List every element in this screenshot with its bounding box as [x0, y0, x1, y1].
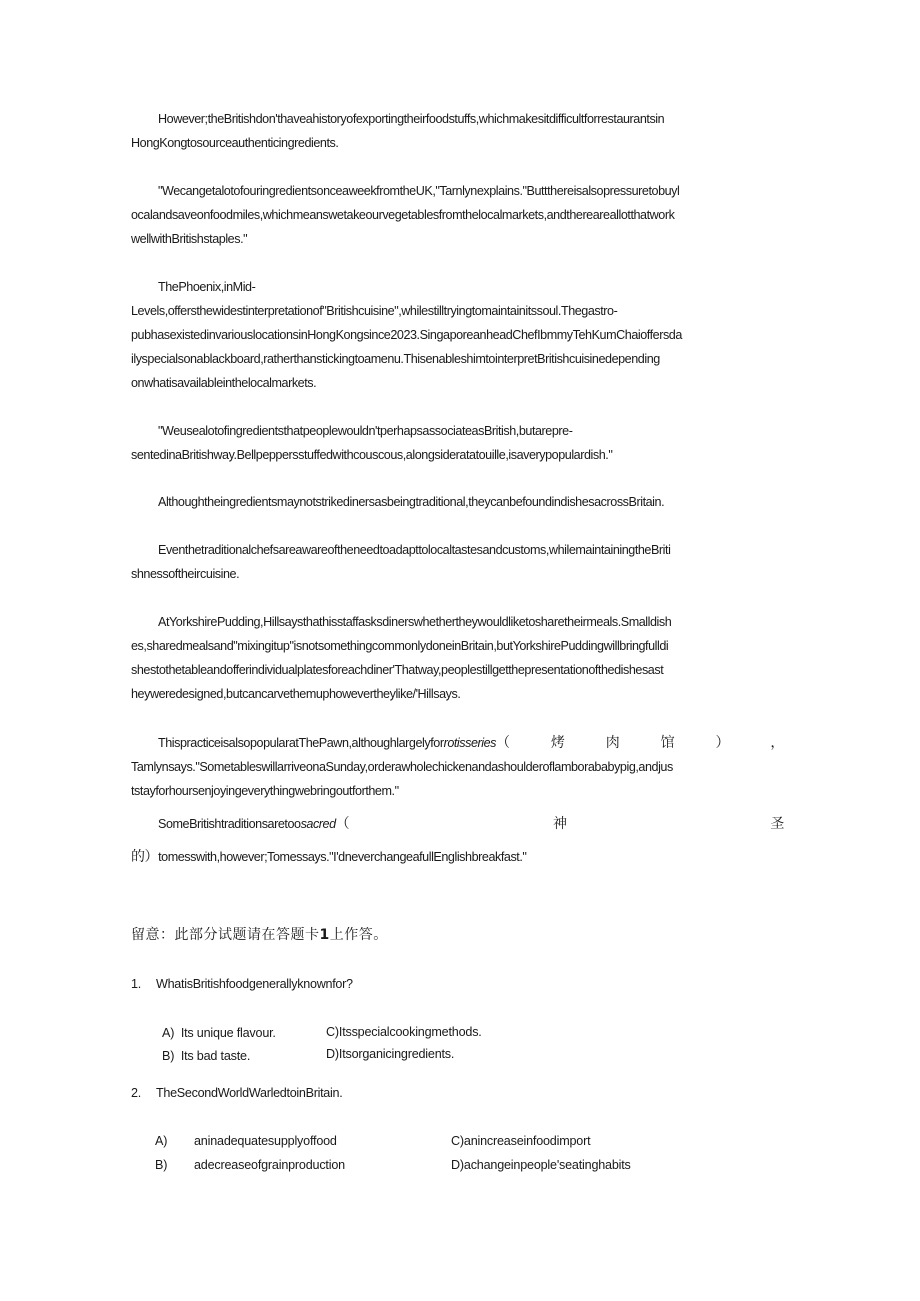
paragraph-line: wellwithBritishstaples.": [131, 232, 248, 246]
paragraph-3: [131, 275, 784, 395]
option-2c[interactable]: C)anincreaseinfoodimport: [451, 1134, 591, 1148]
paragraph-5: [131, 490, 784, 514]
question-1: 1. WhatisBritishfoodgenerallyknownfor?: [131, 977, 353, 991]
paragraph-6: [131, 538, 784, 586]
paragraph-line: Tamlynsays."SometableswillarriveonaSunday,orderawholechickenandashoulderoflamborababypig,andjus: [131, 760, 673, 774]
option-1a[interactable]: A) Its unique flavour.: [162, 1026, 276, 1040]
option-1b[interactable]: B) Its bad taste.: [162, 1049, 251, 1063]
paragraph-line: "WecangetalotofouringredientsonceaweekfromtheUK,"Tarnlynexplains."Buttthereisalsopressuretobuyl: [158, 184, 680, 198]
option-1d[interactable]: D)Itsorganicingredients.: [326, 1047, 455, 1061]
paragraph-7: [131, 610, 784, 706]
paragraph-line: tstayforhoursenjoyingeverythingwebringoutforthem.": [131, 784, 399, 798]
option-2b[interactable]: B) adecreaseofgrainproduction: [155, 1158, 345, 1172]
paragraph-9: [131, 812, 784, 869]
paragraph-line: ThePhoenix,inMid-: [158, 280, 256, 294]
paragraph-line: sentedinaBritishway.Bellpeppersstuffedwithcouscous,alongsideratatouille,isaverypopulardish.": [131, 448, 613, 462]
paragraph-4: [131, 419, 784, 467]
paragraph-line: 的）tomesswith,however;Tomessays."I'dneverchangeafullEnglishbreakfast.": [131, 849, 527, 865]
option-2a[interactable]: A) aninadequatesupplyoffood: [155, 1134, 337, 1148]
option-1c[interactable]: C)Itsspecialcookingmethods.: [326, 1025, 482, 1039]
paragraph-line: However;theBritishdon'thaveahistoryofexportingtheirfoodstuffs,whichmakesitdifficultforrestaurantsin: [158, 112, 665, 126]
paragraph-1: [131, 107, 784, 155]
paragraph-line: heyweredesigned,butcancarvethemuphowevertheylike/'Hillsays.: [131, 687, 461, 701]
paragraph-line: es,sharedmealsand"mixingitup"isnotsomethingcommonlydoneinBritain,butYorkshirePuddingwillbringfulldi: [131, 639, 669, 653]
paragraph-line: Althoughtheingredientsmaynotstrikedinersasbeingtraditional,theycanbefoundindishesacrossBritain.: [158, 495, 665, 509]
italic-term: rotisseries: [443, 736, 497, 750]
italic-term: sacred: [300, 817, 336, 831]
question-text: WhatisBritishfoodgenerallyknownfor?: [156, 977, 353, 991]
question-2: 2. TheSecondWorldWarledtoinBritain.: [131, 1086, 343, 1100]
paragraph-8: [131, 731, 784, 803]
paragraph-line: ilyspecialsonablackboard,ratherthanstickingtoamenu.ThisenableshimtointerpretBritishcuisinedepending: [131, 352, 660, 366]
question-text: TheSecondWorldWarledtoinBritain.: [156, 1086, 343, 1100]
paragraph-line: ThispracticeisalsopopularatThePawn,althoughlargelyforrotisseries（ 烤 肉 馆 ） ，: [158, 735, 784, 751]
paragraph-2: [131, 179, 784, 251]
paragraph-line: SomeBritishtraditionsaretoosacred（ 神 圣: [158, 816, 784, 832]
paragraph-line: Levels,offersthewidestinterpretationof"Britishcuisine",whilestilltryingtomaintainitssoul.Thegastro-: [131, 304, 618, 318]
paragraph-line: pubhasexistedinvariouslocationsinHongKongsince2023.SingaporeanheadChefIbmmyTehKumChaioffersda: [131, 328, 682, 342]
option-2d[interactable]: D)achangeinpeople'seatinghabits: [451, 1158, 631, 1172]
paragraph-line: onwhatisavailableinthelocalmarkets.: [131, 376, 317, 390]
paragraph-line: "Weusealotofingredientsthatpeoplewouldn'tperhapsassociateasBritish,butarepre-: [158, 424, 573, 438]
answer-notice: 留意：此部分试题请在答题卡1上作答。: [131, 927, 388, 943]
paragraph-line: Eventhetraditionalchefsareawareoftheneedtoadapttolocaltastesandcustoms,whilemaintainingtheBriti: [158, 543, 671, 557]
paragraph-line: HongKongtosourceauthenticingredients.: [131, 136, 339, 150]
paragraph-line: shnessoftheircuisine.: [131, 567, 240, 581]
paragraph-line: AtYorkshirePudding,Hillsaysthathisstaffasksdinerswhethertheywouldliketosharetheirmeals.Smalldish: [158, 615, 672, 629]
paragraph-line: ocalandsaveonfoodmiles,whichmeanswetakeourvegetablesfromthelocalmarkets,andthereareallotthatwork: [131, 208, 675, 222]
paragraph-line: shestothetableandofferindividualplatesforeachdiner'Thatway,peoplestillgetthepresentationofthedishesast: [131, 663, 664, 677]
